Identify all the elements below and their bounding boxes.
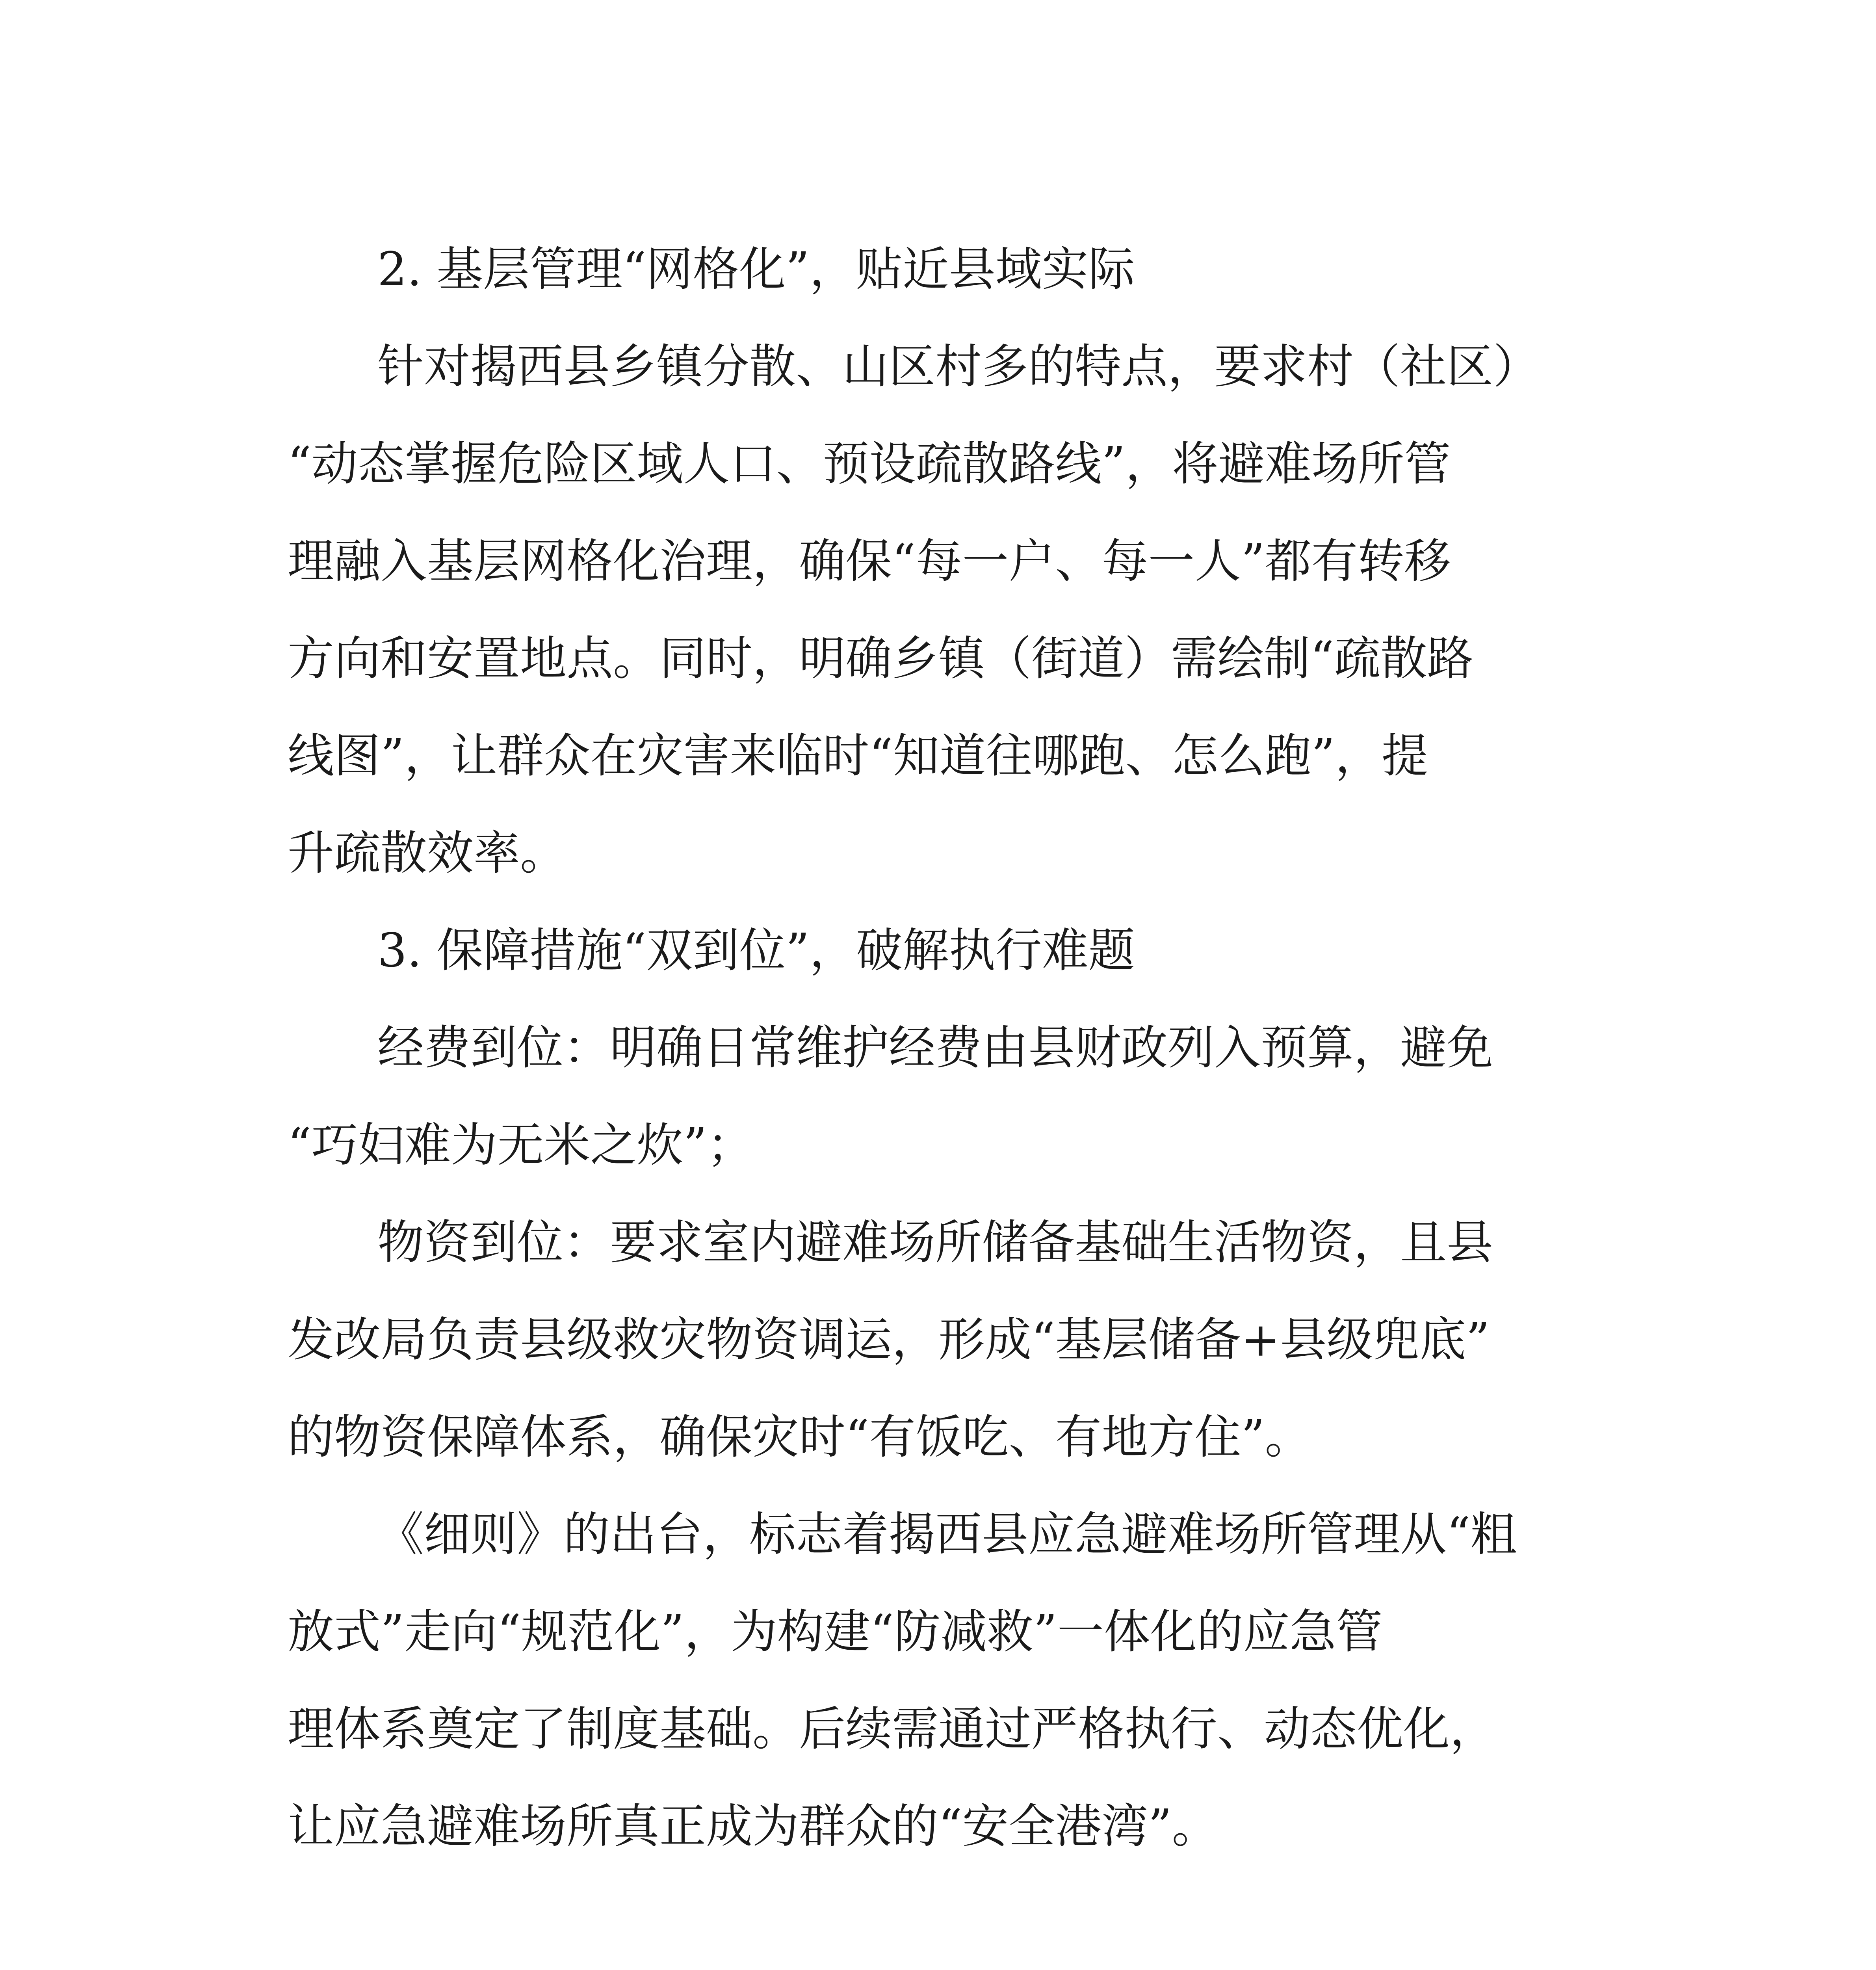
paragraph-line: 让应急避难场所真正成为群众的“安全港湾”。 — [288, 1799, 1218, 1853]
paragraph-line: 物资到位：要求室内避难场所储备基础生活物资，且县 — [377, 1215, 1493, 1269]
paragraph-line: 的物资保障体系，确保灾时“有饭吃、有地方住”。 — [288, 1410, 1311, 1464]
paragraph-line: 针对揭西县乡镇分散、山区村多的特点，要求村（社区） — [377, 339, 1540, 394]
paragraph-line: “动态掌握危险区域人口、预设疏散路线”，将避难场所管 — [288, 437, 1451, 491]
paragraph-line: 线图”，让群众在灾害来临时“知道往哪跑、怎么跑”，提 — [288, 729, 1428, 783]
section-heading-2: 2. 基层管理“网格化”，贴近县域实际 — [377, 242, 1135, 296]
paragraph-line: 理融入基层网格化治理，确保“每一户、每一人”都有转移 — [288, 534, 1451, 588]
body-text — [288, 221, 1599, 1875]
paragraph-line: 经费到位：明确日常维护经费由县财政列入预算，避免 — [377, 1020, 1493, 1075]
paragraph-line: 方向和安置地点。同时，明确乡镇（街道）需绘制“疏散路 — [288, 631, 1474, 686]
paragraph-line: “巧妇难为无米之炊”； — [288, 1118, 754, 1172]
paragraph-line: 发改局负责县级救灾物资调运，形成“基层储备+县级兜底” — [288, 1312, 1490, 1367]
paragraph-line: 升疏散效率。 — [288, 826, 567, 880]
section-heading-3: 3. 保障措施“双到位”，破解执行难题 — [377, 923, 1135, 978]
paragraph-line: 理体系奠定了制度基础。后续需通过严格执行、动态优化， — [288, 1702, 1497, 1756]
paragraph-line: 放式”走向“规范化”，为构建“防减救”一体化的应急管 — [288, 1604, 1383, 1659]
paragraph-line: 《细则》的出台，标志着揭西县应急避难场所管理从“粗 — [377, 1507, 1517, 1561]
